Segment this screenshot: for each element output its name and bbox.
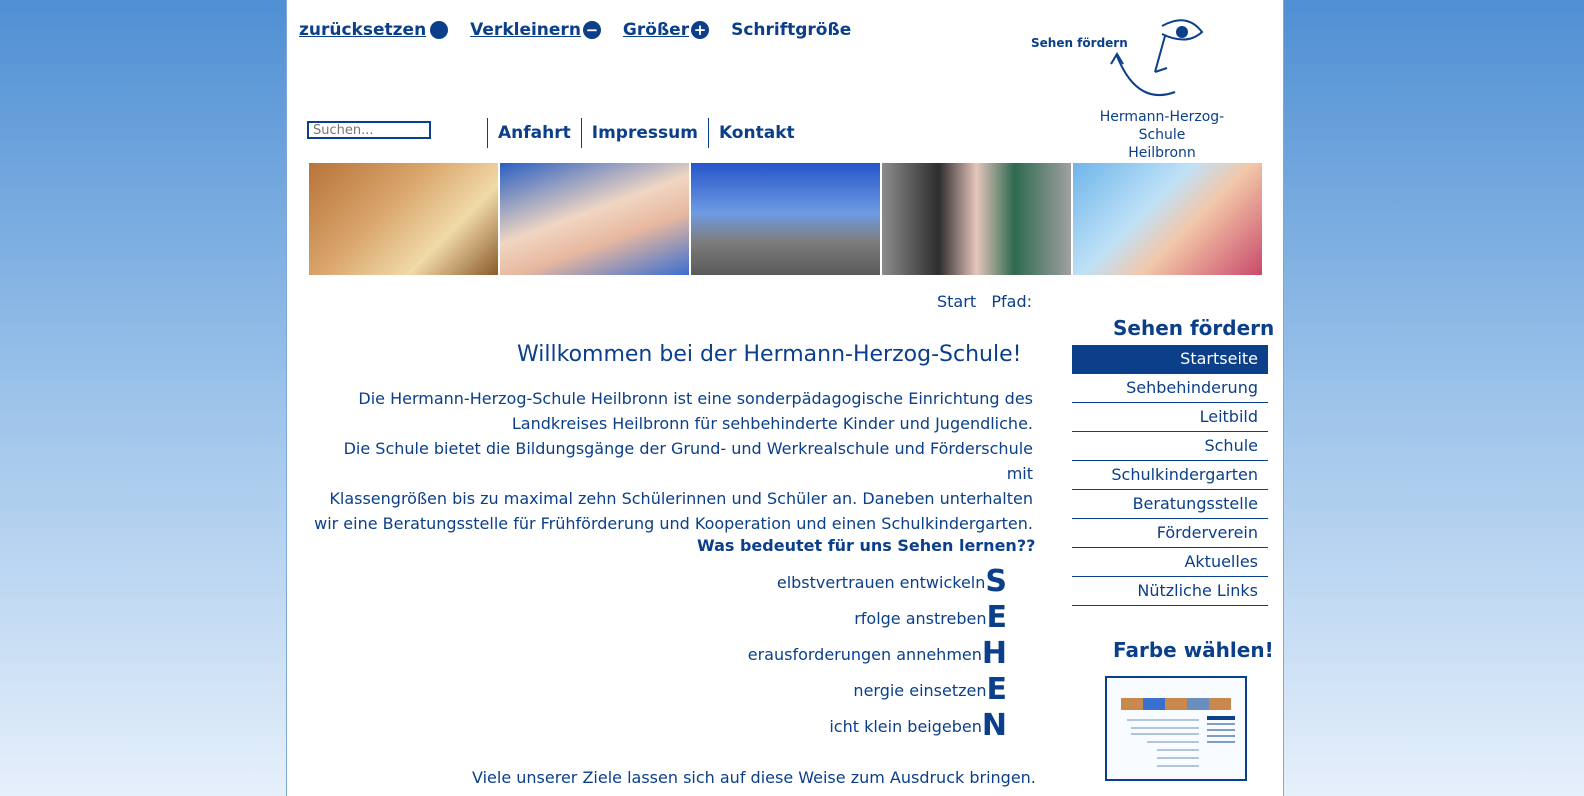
- search-input[interactable]: [307, 121, 431, 139]
- color-choice-title: Farbe wählen!: [1113, 638, 1274, 662]
- closing-text: Viele unserer Ziele lassen sich auf diese Weise zum Ausdruck bringen.: [472, 768, 1036, 787]
- acronym-rest: rfolge anstreben: [854, 609, 987, 628]
- acronym-line-s: [727, 564, 1007, 599]
- acronym-letter: H: [981, 636, 1007, 671]
- acronym-letter: N: [981, 708, 1007, 743]
- reset-font-link[interactable]: [299, 20, 448, 40]
- banner-photo-4: [882, 163, 1071, 275]
- breadcrumb: [937, 292, 1032, 311]
- breadcrumb-current[interactable]: Start: [937, 292, 977, 311]
- page-title: Willkommen bei der Hermann-Herzog-Schule!: [517, 342, 1022, 367]
- top-nav: [487, 118, 805, 148]
- smaller-font-link[interactable]: [470, 20, 601, 40]
- photo-banner: [309, 163, 1262, 275]
- sidebar-item-beratungsstelle[interactable]: Beratungsstelle: [1072, 490, 1268, 519]
- sidebar-item-aktuelles[interactable]: Aktuelles: [1072, 548, 1268, 577]
- nav-anfahrt[interactable]: Anfahrt: [487, 118, 581, 148]
- acronym-line-h: [727, 636, 1007, 671]
- section-question: Was bedeutet für uns Sehen lernen??: [697, 536, 1036, 555]
- acronym-rest: icht klein beigeben: [829, 717, 982, 736]
- sidebar-item-links[interactable]: Nützliche Links: [1072, 577, 1268, 606]
- banner-photo-3: [691, 163, 880, 275]
- plus-icon: +: [691, 21, 709, 39]
- acronym-line-e1: [727, 600, 1007, 635]
- acronym-letter: E: [986, 672, 1007, 707]
- banner-photo-5: [1073, 163, 1262, 275]
- intro-paragraph: [313, 386, 1033, 536]
- acronym-line-n: [727, 708, 1007, 743]
- color-theme-thumbnail[interactable]: [1105, 676, 1247, 781]
- logo-school-name: [1077, 108, 1247, 162]
- reset-icon: [430, 21, 448, 39]
- acronym-rest: erausforderungen annehmen: [747, 645, 982, 664]
- sidebar-item-schule[interactable]: Schule: [1072, 432, 1268, 461]
- site-preview-icon: [1107, 678, 1245, 779]
- eye-logo-icon: [1027, 16, 1257, 116]
- sidebar-menu-title: Sehen fördern: [1113, 316, 1275, 340]
- logo-name-line1: Hermann-Herzog-Schule: [1099, 109, 1225, 143]
- intro-line: Klassengrößen bis zu maximal zehn Schülerinnen und Schüler an. Daneben unterhalten: [329, 489, 1033, 508]
- page-container: [286, 0, 1284, 796]
- nav-impressum[interactable]: Impressum: [581, 118, 708, 148]
- font-size-label: Schriftgröße: [731, 20, 852, 40]
- sidebar-item-startseite[interactable]: Startseite: [1072, 345, 1268, 374]
- reset-font-label[interactable]: zurücksetzen: [299, 20, 427, 40]
- sidebar-item-leitbild[interactable]: Leitbild: [1072, 403, 1268, 432]
- banner-photo-1: [309, 163, 498, 275]
- minus-icon: −: [583, 21, 601, 39]
- acronym-line-e2: [727, 672, 1007, 707]
- logo-tagline: Sehen fördern: [1031, 36, 1128, 50]
- banner-photo-2: [500, 163, 689, 275]
- acronym-rest: nergie einsetzen: [853, 681, 987, 700]
- acronym-letter: E: [986, 600, 1007, 635]
- intro-line: wir eine Beratungsstelle für Frühförderung und Kooperation und einen Schulkindergarten.: [314, 514, 1033, 533]
- intro-line: Landkreises Heilbronn für sehbehinderte Kinder und Jugendliche.: [511, 414, 1033, 433]
- sidebar-menu: [1072, 345, 1268, 606]
- larger-font-link[interactable]: [623, 20, 709, 40]
- acronym-letter: S: [985, 564, 1007, 599]
- sidebar-item-schulkindergarten[interactable]: Schulkindergarten: [1072, 461, 1268, 490]
- intro-line: Die Schule bietet die Bildungsgänge der Grund- und Werkrealschule und Förderschule mit: [343, 439, 1033, 483]
- acronym-rest: elbstvertrauen entwickeln: [776, 573, 986, 592]
- smaller-font-label[interactable]: Verkleinern: [470, 20, 581, 40]
- logo-name-line2: Heilbronn: [1128, 145, 1196, 161]
- nav-kontakt[interactable]: Kontakt: [708, 118, 805, 148]
- sidebar-item-sehbehinderung[interactable]: Sehbehinderung: [1072, 374, 1268, 403]
- intro-line: Die Hermann-Herzog-Schule Heilbronn ist eine sonderpädagogische Einrichtung des: [358, 389, 1033, 408]
- font-size-bar: [299, 16, 851, 44]
- sidebar-item-foerderverein[interactable]: Förderverein: [1072, 519, 1268, 548]
- school-logo[interactable]: [1027, 16, 1257, 161]
- breadcrumb-label: Pfad:: [991, 292, 1032, 311]
- larger-font-label[interactable]: Größer: [622, 20, 690, 40]
